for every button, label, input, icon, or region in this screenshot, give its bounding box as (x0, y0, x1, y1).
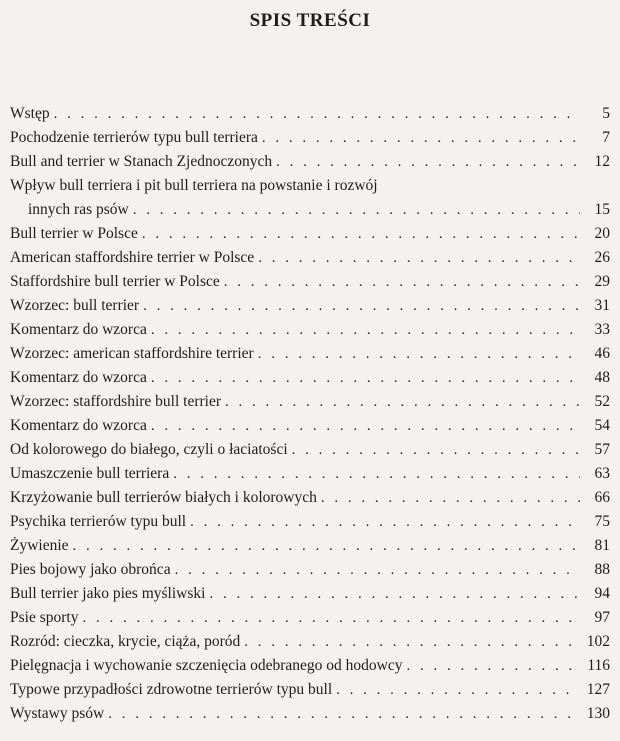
toc-entry-page: 130 (586, 705, 610, 722)
toc-entry (10, 318, 610, 342)
toc-entry-label: Wstęp (10, 105, 50, 122)
leader-dots (224, 270, 580, 294)
toc-entry-label: Wzorzec: american staffordshire terrier (10, 345, 254, 362)
toc-entry (10, 366, 610, 390)
page-title: SPIS TREŚCI (249, 10, 371, 31)
toc-entry-page: 5 (602, 105, 610, 122)
toc-entry-page: 31 (594, 297, 610, 314)
toc-entry (10, 438, 610, 462)
leader-dots (173, 462, 580, 486)
toc-entry-label: Staffordshire bull terrier w Polsce (10, 273, 220, 290)
toc-entry (10, 462, 610, 486)
toc-entry-page: 46 (594, 345, 610, 362)
toc-entry-label: Komentarz do wzorca (10, 369, 147, 386)
toc-entry (10, 606, 610, 630)
toc-entry-page: 48 (594, 369, 610, 386)
leader-dots (175, 558, 580, 582)
leader-dots (54, 102, 580, 126)
toc-entry (10, 294, 610, 318)
toc-entry (10, 174, 610, 222)
leader-dots (151, 318, 580, 342)
toc-entry-page: 54 (594, 417, 610, 434)
toc-entry-page: 94 (594, 585, 610, 602)
toc-entry-label: Umaszczenie bull terriera (10, 465, 170, 482)
toc-entry-label-continuation: innych ras psów (28, 201, 129, 218)
leader-dots (276, 150, 580, 174)
toc-entry (10, 222, 610, 246)
toc-entry-label: Wystawy psów (10, 705, 105, 722)
leader-dots (321, 486, 580, 510)
leader-dots (133, 198, 580, 222)
toc-entry-label: Typowe przypadłości zdrowotne terrierów typu bull (10, 681, 333, 698)
toc-entry-page: 52 (594, 393, 610, 410)
leader-dots (209, 582, 580, 606)
leader-dots (258, 246, 580, 270)
toc-entry (10, 486, 610, 510)
leader-dots (108, 702, 580, 726)
toc-entry-page: 12 (594, 153, 610, 170)
toc-entry-label: Psychika terrierów typu bull (10, 513, 187, 530)
toc-entry-label: Pies bojowy jako obrońca (10, 561, 171, 578)
toc-entry (10, 582, 610, 606)
toc-entry-page: 29 (594, 273, 610, 290)
toc-entry-page: 97 (594, 609, 610, 626)
toc-entry-page: 81 (594, 537, 610, 554)
leader-dots (336, 678, 580, 702)
toc-entry (10, 630, 610, 654)
toc-entry-page: 7 (602, 129, 610, 146)
toc-entry (10, 678, 610, 702)
table-of-contents (10, 102, 610, 726)
toc-entry-page: 102 (586, 633, 610, 650)
toc-entry-page: 20 (594, 225, 610, 242)
toc-entry (10, 702, 610, 726)
toc-entry-page: 26 (594, 249, 610, 266)
toc-entry (10, 414, 610, 438)
toc-entry-label: Wzorzec: bull terrier (10, 297, 140, 314)
toc-entry-page: 116 (587, 657, 610, 674)
leader-dots (225, 390, 580, 414)
toc-entry (10, 390, 610, 414)
toc-entry (10, 126, 610, 150)
toc-entry-page: 75 (594, 513, 610, 530)
leader-dots (190, 510, 580, 534)
toc-entry (10, 270, 610, 294)
toc-entry-page: 57 (594, 441, 610, 458)
toc-entry-page: 66 (594, 489, 610, 506)
toc-entry-page: 15 (594, 201, 610, 218)
leader-dots (143, 294, 580, 318)
leader-dots (151, 414, 580, 438)
toc-entry-label: Pielęgnacja i wychowanie szczenięcia odebranego od hodowcy (10, 657, 403, 674)
leader-dots (244, 630, 580, 654)
leader-dots (82, 606, 580, 630)
toc-entry (10, 342, 610, 366)
toc-entry-label: Pochodzenie terrierów typu bull terriera (10, 129, 258, 146)
toc-entry (10, 102, 610, 126)
toc-entry-label: Komentarz do wzorca (10, 321, 147, 338)
toc-entry-label: Krzyżowanie bull terrierów białych i kolorowych (10, 489, 317, 506)
toc-entry (10, 510, 610, 534)
toc-entry-label: Bull terrier jako pies myśliwski (10, 585, 206, 602)
toc-entry-label: Żywienie (10, 537, 69, 554)
toc-entry-label: Wzorzec: staffordshire bull terrier (10, 393, 222, 410)
toc-entry-page: 33 (594, 321, 610, 338)
toc-entry-label: Bull terrier w Polsce (10, 225, 138, 242)
toc-entry-page: 127 (586, 681, 610, 698)
leader-dots (258, 342, 580, 366)
toc-entry-page: 63 (594, 465, 610, 482)
leader-dots (73, 534, 580, 558)
toc-entry-label: Psie sporty (10, 609, 79, 626)
leader-dots (142, 222, 580, 246)
toc-entry (10, 558, 610, 582)
leader-dots (262, 126, 580, 150)
toc-entry (10, 654, 610, 678)
toc-entry-label: Rozród: cieczka, krycie, ciąża, poród (10, 633, 241, 650)
toc-entry (10, 534, 610, 558)
toc-entry-label: Bull and terrier w Stanach Zjednoczonych (10, 153, 273, 170)
toc-entry-label: Od kolorowego do białego, czyli o łaciatości (10, 441, 288, 458)
toc-entry-label: Wpływ bull terriera i pit bull terriera na powstanie i rozwój (10, 177, 378, 194)
leader-dots (151, 366, 580, 390)
toc-entry-page: 88 (594, 561, 610, 578)
toc-entry (10, 246, 610, 270)
toc-entry-label: Komentarz do wzorca (10, 417, 147, 434)
toc-entry-label: American staffordshire terrier w Polsce (10, 249, 255, 266)
toc-entry (10, 150, 610, 174)
leader-dots (407, 654, 580, 678)
leader-dots (292, 438, 580, 462)
